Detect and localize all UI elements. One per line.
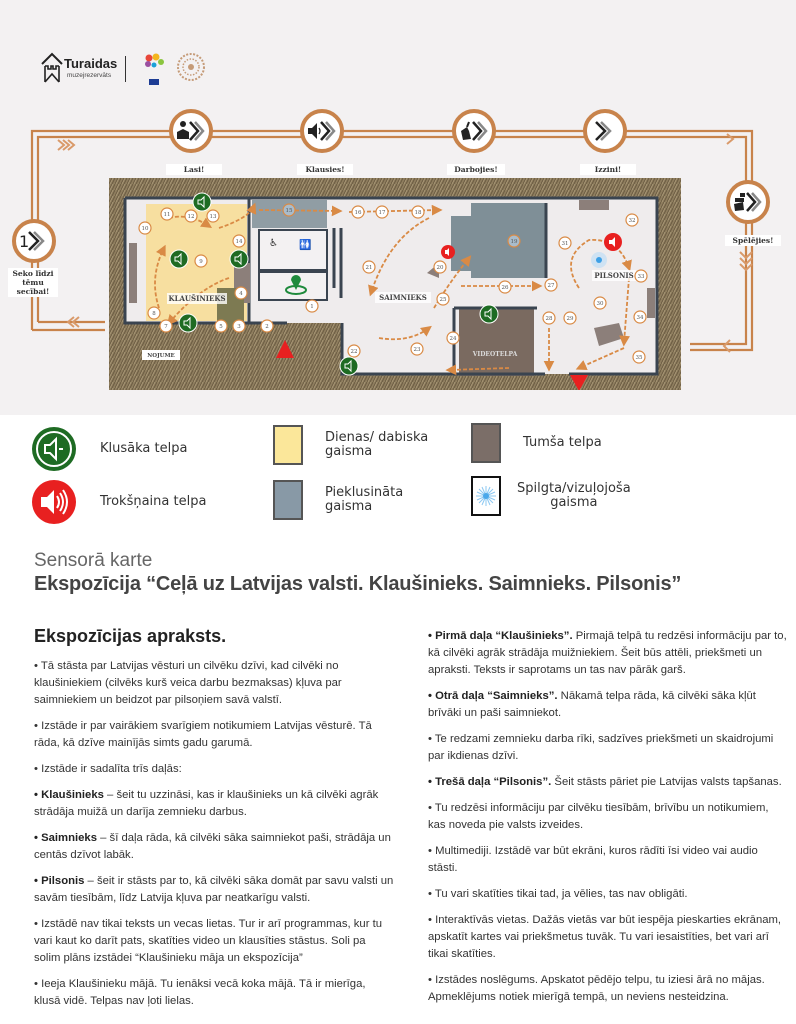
legend-dimmed-label-1: Pieklusināta — [325, 485, 404, 500]
station-number: 35 — [635, 355, 643, 361]
station-number: 16 — [354, 210, 362, 216]
quiet-room-icon — [30, 425, 78, 473]
route-step-read-label: Lasi! — [166, 164, 222, 175]
route-step-discover-label: Izzini! — [580, 164, 636, 175]
description-paragraph — [428, 731, 788, 765]
page-title: Ekspozīcija “Ceļā uz Latvijas valsti. Klaušinieks. Saimnieks. Pilsonis” — [34, 573, 682, 595]
paragraph-text: – šeit tu uzzināsi, kas ir klaušinieks un kā cilvēki agrāk strādāja muižā un darīja zemnieku darbus. — [34, 789, 379, 818]
station-number: 2 — [265, 324, 269, 330]
description-paragraph — [34, 916, 394, 967]
paragraph-text: • Ieeja Klaušinieku mājā. Tu ienāksi vecā koka mājā. Tā ir mierīga, klusā vidē. Telpas nav ļoti lielas. — [34, 978, 366, 1007]
bright-swatch — [471, 476, 501, 516]
description-paragraph — [428, 912, 788, 963]
toilets — [259, 230, 327, 270]
station-number: 32 — [628, 218, 636, 224]
description-paragraph — [34, 830, 394, 864]
station-number: 7 — [164, 324, 168, 330]
noisy-room-icon — [30, 478, 78, 526]
route-start-label: Seko līdzi tēmu secībai! — [8, 268, 58, 297]
legend-daylight-label-2: gaisma — [325, 444, 373, 459]
brand-subtitle: muzejrezervāts — [67, 72, 112, 79]
map-area — [0, 0, 796, 415]
speaker-icon — [307, 119, 337, 143]
legend-bright-label-1: Spilgta/vizuļojoša — [517, 481, 631, 496]
station-number: 24 — [449, 336, 457, 342]
legend-noisy-label: Trokšņaina telpa — [100, 494, 207, 509]
station-number: 20 — [436, 265, 444, 271]
paragraph-text: • Izstādē nav tikai teksts un vecas lietas. Tur ir arī programmas, kur tu vari kaut ko darīt pats, skatīties video un klausīties stāstus. Soli pa solim plāns izstādei “Klaušinieku māja un ekspozīcija” — [34, 918, 383, 964]
reading-person-icon — [176, 119, 206, 143]
floor-plan — [109, 178, 681, 390]
description-paragraph — [428, 972, 788, 1006]
legend-daylight — [273, 425, 428, 465]
station-number: 10 — [141, 226, 149, 232]
legend-noisy — [30, 478, 206, 526]
route-step-listen — [300, 109, 344, 153]
station-number: 14 — [235, 239, 243, 245]
station-number: 15 — [285, 208, 293, 214]
station-number: 19 — [510, 239, 518, 245]
description-paragraph — [34, 787, 394, 821]
description-paragraph — [428, 800, 788, 834]
route-step-play-label: Spēlējies! — [725, 235, 781, 246]
route-step-discover — [583, 109, 627, 153]
svg-text:🚻: 🚻 — [299, 240, 312, 251]
room-label-saimnieks: SAIMNIEKS — [379, 293, 427, 302]
room-label-pilsonis: PILSONIS — [594, 271, 634, 280]
legend-quiet-label: Klusāka telpa — [100, 441, 188, 456]
brand-name: Turaidas — [64, 56, 118, 71]
station-number: 21 — [365, 265, 373, 271]
description-right-column — [428, 628, 788, 1015]
start-number: 1 — [19, 232, 30, 251]
paragraph-bold-lead: • Saimnieks — [34, 832, 97, 844]
room-label-nojume: NOJUME — [147, 353, 175, 359]
description-heading: Ekspozīcijas apraksts. — [34, 626, 227, 646]
legend-bright-label-2: gaisma — [550, 495, 598, 510]
station-number: 3 — [237, 324, 241, 330]
route-start-step — [12, 219, 56, 263]
legend-daylight-label-1: Dienas/ dabiska — [325, 430, 429, 445]
station-number: 13 — [209, 214, 217, 220]
station-number: 4 — [239, 291, 243, 297]
page-subtitle: Sensorā karte — [34, 550, 153, 571]
description-paragraph — [428, 628, 788, 679]
station-number: 18 — [414, 210, 422, 216]
chevron-right-icon — [590, 119, 620, 143]
svg-text:♿: ♿ — [269, 238, 278, 249]
legend-quiet — [30, 425, 187, 473]
paragraph-text: – šeit ir stāsts par to, kā cilvēki sāka domāt par savu valsti un savām tiesībām, līdz Latvija kļuva par neatkarīgu valsti. — [34, 875, 394, 904]
station-number: 23 — [413, 347, 421, 353]
paragraph-text: • Tā stāsta par Latvijas vēsturi un cilvēku dzīvi, kad cilvēki no klaušiniekiem (cilvēks kurš veica darbu bezmaksas) kļuva par saimniekiem un beidzot par pilsoņiem savā valstī. — [34, 660, 342, 706]
station-number: 1 — [310, 304, 314, 310]
route-step-read — [169, 109, 213, 153]
room-label-videotelpa: VIDEOTELPA — [472, 351, 518, 358]
description-paragraph — [428, 843, 788, 877]
station-number: 5 — [219, 324, 223, 330]
legend-dark — [471, 423, 602, 463]
paragraph-bold-lead: • Pirmā daļa “Klaušinieks”. — [428, 630, 573, 642]
paragraph-text: • Tu vari skatīties tikai tad, ja vēlies, tas nav obligāti. — [428, 888, 688, 900]
paragraph-bold-lead: • Trešā daļa “Pilsonis”. — [428, 776, 552, 788]
station-number: 8 — [152, 311, 156, 317]
paragraph-text: • Izstāde ir sadalīta trīs daļās: — [34, 763, 182, 775]
route-step-play — [726, 180, 770, 224]
description-paragraph — [428, 688, 788, 722]
paragraph-text: • Multimediji. Izstādē var būt ekrāni, kuros rādīti īsi video vai audio stāsti. — [428, 845, 758, 874]
paragraph-text: Šeit stāsts pāriet pie Latvijas valsts tapšanas. — [551, 776, 782, 788]
legend-dark-label: Tumša telpa — [523, 435, 602, 450]
paragraph-bold-lead: • Klaušinieks — [34, 789, 104, 801]
description-left-column — [34, 658, 394, 1019]
description-paragraph — [34, 658, 394, 709]
dark-swatch — [471, 423, 501, 463]
station-number: 17 — [378, 210, 386, 216]
stairs — [451, 216, 471, 271]
paragraph-text: • Tu redzēsi informāciju par cilvēku tiesībām, brīvību un notikumiem, kas noveda pie valsts izveides. — [428, 802, 769, 831]
paragraph-text: – šī daļa rāda, kā cilvēki sāka saimniekot paši, strādāja un centās dzīvot labāk. — [34, 832, 391, 861]
route-step-listen-label: Klausies! — [297, 164, 353, 175]
room-label-klausinieks: KLAUŠINIEKS — [168, 294, 226, 303]
paragraph-text: • Te redzami zemnieku darba rīki, sadzīves priekšmeti un skaidrojumi par ikdienas dzīvi. — [428, 733, 774, 762]
paragraph-text: Pirmajā telpā tu redzēsi informāciju par to, kā cilvēki agrāk strādāja muižniekiem. Šeit būs attēli, priekšmeti un apraksti. Teksts ir saprotams un tas nav pārāk garš. — [428, 630, 787, 676]
hand-blocks-icon — [733, 190, 763, 214]
description-paragraph — [34, 976, 394, 1010]
bright-light-icon — [475, 485, 497, 507]
station-number: 26 — [501, 285, 509, 291]
station-number: 34 — [636, 315, 644, 321]
station-number: 22 — [350, 349, 358, 355]
station-number: 9 — [199, 259, 203, 265]
description-paragraph — [34, 718, 394, 752]
paragraph-text: • Izstādes noslēgums. Apskatot pēdējo telpu, tu iziesi ārā no mājas. Apmeklējums notiek mierīgā tempā, un neviens nesteidzina. — [428, 974, 765, 1003]
legend-bright — [471, 476, 631, 516]
legend-dimmed-label-2: gaisma — [325, 499, 373, 514]
description-paragraph — [428, 886, 788, 903]
station-number: 33 — [637, 274, 645, 280]
route-step-act — [452, 109, 496, 153]
station-number: 31 — [561, 241, 569, 247]
chevron-right-icon — [19, 229, 49, 253]
station-number: 30 — [596, 301, 604, 307]
station-number: 27 — [547, 283, 555, 289]
station-number: 11 — [163, 212, 171, 218]
description-paragraph — [34, 761, 394, 778]
paragraph-text: Nākamā telpa rāda, kā cilvēki sāka kļūt brīvāki un paši saimniekot. — [428, 690, 756, 719]
description-paragraph — [34, 873, 394, 907]
paragraph-bold-lead: • Otrā daļa “Saimnieks”. — [428, 690, 558, 702]
legend-dimmed — [273, 480, 403, 520]
paragraph-text: • Izstāde ir par vairākiem svarīgiem notikumiem Latvijas vēsturē. Tā rāda, kā dzīve mainījās simts gadu garumā. — [34, 720, 372, 749]
description-paragraph — [428, 774, 788, 791]
daylight-swatch — [273, 425, 303, 465]
paragraph-text: • Interaktīvās vietas. Dažās vietās var būt iespēja pieskarties ekrānam, apskatīt kartes vai priekšmetus tuvāk. Tu vari iesaistīties, bet vari arī tikai skatīties. — [428, 914, 782, 960]
dimmed-swatch — [273, 480, 303, 520]
hand-touch-icon — [459, 119, 489, 143]
station-number: 29 — [566, 316, 574, 322]
bright-light-marker — [591, 252, 607, 268]
route-step-act-label: Darbojies! — [447, 164, 505, 175]
station-number: 25 — [439, 297, 447, 303]
station-number: 12 — [187, 214, 195, 220]
paragraph-bold-lead: • Pilsonis — [34, 875, 85, 887]
station-number: 28 — [545, 316, 553, 322]
